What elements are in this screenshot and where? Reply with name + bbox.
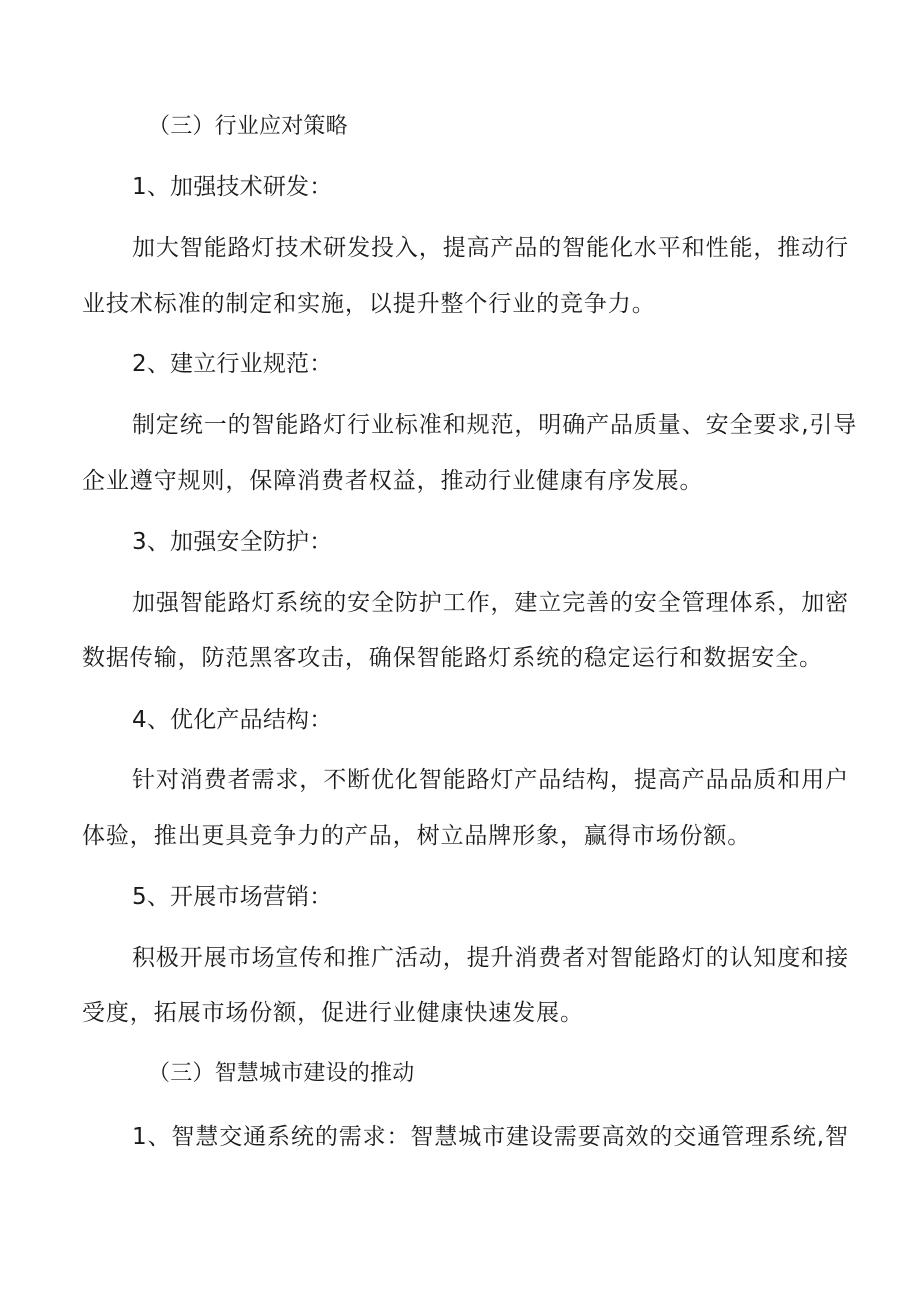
item-2-title: 2、建立行业规范： (132, 351, 333, 377)
item-2-body-line-1: 制定统一的智能路灯行业标准和规范，明确产品质量、安全要求,引导 (132, 412, 858, 438)
item-4-body-line-2: 体验，推出更具竞争力的产品，树立品牌形象，赢得市场份额。 (82, 823, 752, 849)
item-3-body-line-1: 加强智能路灯系统的安全防护工作，建立完善的安全管理体系，加密 (132, 590, 849, 616)
item-5-body-line-2: 受度，拓展市场份额，促进行业健康快速发展。 (82, 1000, 584, 1026)
smart-traffic-line: 1、智慧交通系统的需求：智慧城市建设需要高效的交通管理系统,智 (132, 1124, 849, 1150)
item-4-body-line-1: 针对消费者需求，不断优化智能路灯产品结构，提高产品品质和用户 (132, 767, 849, 793)
item-1-title: 1、加强技术研发： (132, 174, 333, 200)
item-2-body-line-2: 企业遵守规则，保障消费者权益，推动行业健康有序发展。 (82, 468, 704, 494)
item-1-body-line-1: 加大智能路灯技术研发投入，提高产品的智能化水平和性能，推动行 (132, 235, 849, 261)
section-heading-strategy: （三）行业应对策略 (148, 114, 348, 139)
section-heading-smart-city: （三）智慧城市建设的推动 (148, 1061, 415, 1086)
item-3-title: 3、加强安全防护： (132, 529, 333, 555)
item-4-title: 4、优化产品结构： (132, 707, 333, 733)
item-3-body-line-2: 数据传输，防范黑客攻击，确保智能路灯系统的稳定运行和数据安全。 (82, 645, 823, 671)
item-5-title: 5、开展市场营销： (132, 884, 333, 910)
item-5-body-line-1: 积极开展市场宣传和推广活动，提升消费者对智能路灯的认知度和接 (132, 945, 849, 971)
item-1-body-line-2: 业技术标准的制定和实施，以提升整个行业的竞争力。 (82, 291, 656, 317)
